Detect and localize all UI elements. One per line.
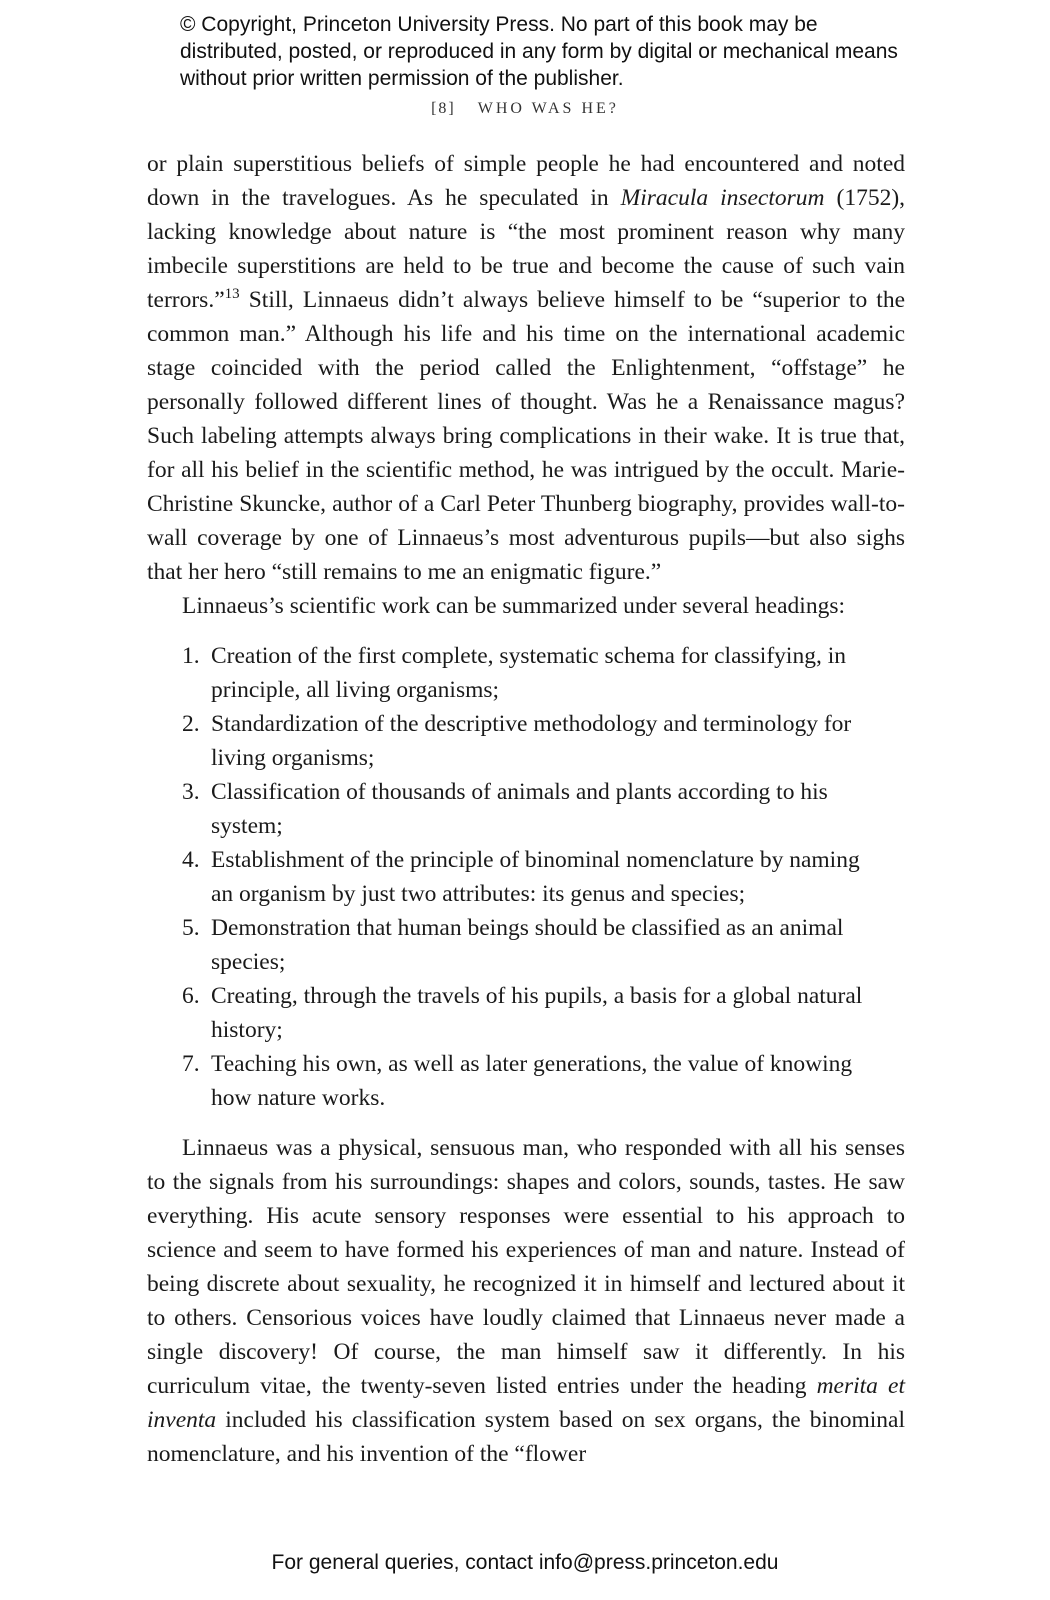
paragraph-1-part-c: Still, Linnaeus didn’t always believe himself to be “superior to the common man.” Although his life and his time on the international academic stage coincided with the period called the Enlightenment, “offstage” he personally followed different lines of thought. Was he a Renaissance magus? Such labeling attempts always bring complications in their wake. It is true that, for all his belief in the scientific method, he was intrigued by the occult. Marie-Christine Skuncke, author of a Carl Peter Thunberg biography, provides wall-to-wall coverage by one of Linnaeus’s most adventurous pupils—but also sighs that her hero “still remains to me an enigmatic figure.” — [147, 287, 905, 585]
list-item-text: Standardization of the descriptive methodology and terminology for living organisms; — [211, 711, 852, 771]
list-item — [147, 979, 905, 1047]
list-item-text: Creation of the first complete, systematic schema for classifying, in principle, all living organisms; — [211, 643, 846, 703]
page-number: [8] — [431, 100, 456, 117]
paragraph-1-part-b: (1752), lacking knowledge about nature is “the most prominent reason why many imbecile superstitions are held to be true and become the cause of such vain terrors.” — [147, 185, 906, 313]
latin-phrase-italic: merita et inventa — [147, 1373, 905, 1433]
running-head — [0, 100, 1050, 118]
list-item-number: 3. — [182, 779, 200, 805]
book-title-italic: Miracula insectorum — [620, 185, 825, 211]
list-item-number: 4. — [182, 847, 200, 873]
paragraph-3-part-a: Linnaeus was a physical, sensuous man, who responded with all his senses to the signals from his surroundings: shapes and colors, sounds, tastes. He saw everything. His acute sensory responses were essential to his approach to science and seem to have formed his experiences of man and nature. Instead of being discrete about sexuality, he recognized it in himself and lectured about it to others. Censorious voices have loudly claimed that Linnaeus never made a single discovery! Of course, the man himself saw it differently. In his curriculum vitae, the twenty-seven listed entries under the heading — [147, 1135, 905, 1399]
paragraph-3 — [147, 1131, 905, 1471]
list-item-number: 2. — [182, 711, 200, 737]
list-item-text: Demonstration that human beings should be classified as an animal species; — [211, 915, 844, 975]
list-item-number: 6. — [182, 983, 200, 1009]
copyright-notice: © Copyright, Princeton University Press. No part of this book may be distributed, posted, or reproduced in any form by digital or mechanical means without prior written permission of the publisher. — [180, 13, 898, 90]
list-item — [147, 843, 905, 911]
body-text — [147, 147, 905, 1471]
list-item — [147, 707, 905, 775]
paragraph-1-part-a: or plain superstitious beliefs of simple people he had encountered and noted down in the travelogues. As he speculated in — [147, 151, 905, 211]
achievements-list — [147, 639, 905, 1115]
footnote-marker[interactable]: 13 — [224, 286, 240, 302]
running-title: WHO WAS HE? — [477, 100, 619, 117]
list-item-text: Classification of thousands of animals and plants according to his system; — [211, 779, 828, 839]
list-item — [147, 639, 905, 707]
list-item — [147, 911, 905, 979]
paragraph-2: Linnaeus’s scientific work can be summarized under several headings: — [182, 593, 845, 619]
list-item — [147, 775, 905, 843]
list-item-number: 5. — [182, 915, 200, 941]
list-item-number: 1. — [182, 643, 200, 669]
list-item-text: Establishment of the principle of binominal nomenclature by naming an organism by just two attributes: its genus and species; — [211, 847, 860, 907]
list-item — [147, 1047, 905, 1115]
list-item-text: Creating, through the travels of his pupils, a basis for a global natural history; — [211, 983, 863, 1043]
paragraph-1 — [147, 147, 905, 589]
list-item-number: 7. — [182, 1051, 200, 1077]
list-item-text: Teaching his own, as well as later generations, the value of knowing how nature works. — [211, 1051, 853, 1111]
paragraph-3-part-b: included his classification system based on sex organs, the binominal nomenclature, and his invention of the “flower — [147, 1407, 905, 1467]
footer-contact: For general queries, contact info@press.princeton.edu — [271, 1551, 779, 1574]
